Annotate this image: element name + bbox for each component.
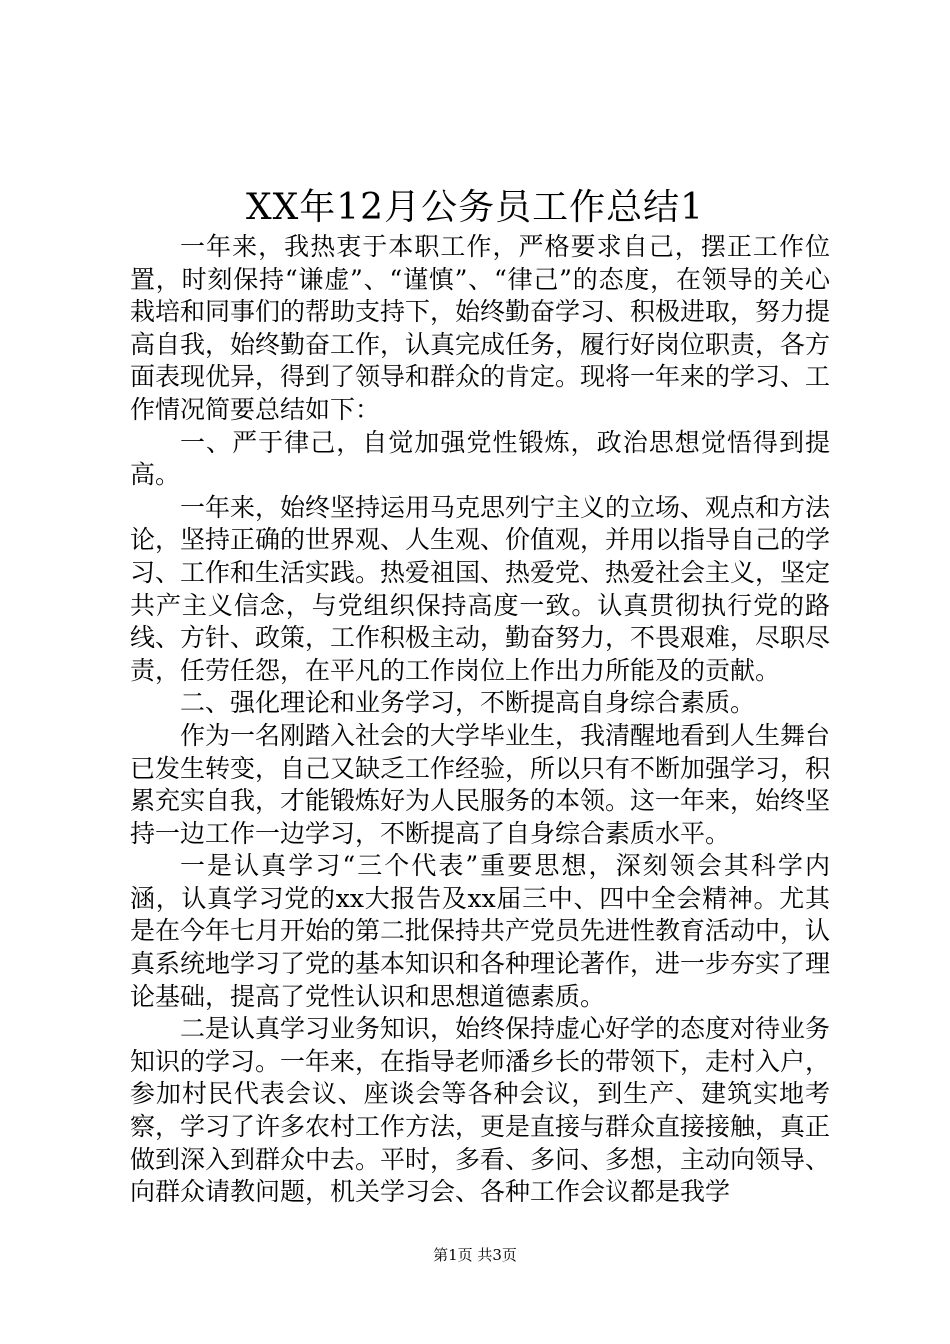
heading-section-1: 一、严于律己，自觉加强党性锻炼，政治思想觉悟得到提高。: [130, 427, 830, 490]
paragraph-business-study: 二是认真学习业务知识，始终保持虚心好学的态度对待业务知识的学习。一年来，在指导老师潘乡长的带领下，走村入户，参加村民代表会议、座谈会等各种会议，到生产、建筑实地考察，学习了许多农村工作方法，更是直接与群众直接接触，真正做到深入到群众中去。平时，多看、多问、多想，主动向领导、向群众请教问题，机关学习会、各种工作会议都是我学: [130, 1014, 831, 1207]
heading-section-2: 二、强化理论和业务学习，不断提高自身综合素质。: [180, 688, 756, 718]
page-number: 第1页: [433, 1246, 473, 1264]
page-total: 共3页: [477, 1246, 517, 1264]
paragraph-theory-study: 一是认真学习“三个代表”重要思想，深刻领会其科学内涵，认真学习党的xx大报告及xx届三中、四中全会精神。尤其是在今年七月开始的第二批保持共产党员先进性教育活动中，认真系统地学习了党的基本知识和各种理论著作，进一步夯实了理论基础，提高了党性认识和思想道德素质。: [130, 851, 831, 1011]
paragraph-political: 一年来，始终坚持运用马克思列宁主义的立场、观点和方法论，坚持正确的世界观、人生观、价值观，并用以指导自己的学习、工作和生活实践。热爱祖国、热爱党、热爱社会主义，坚定共产主义信念，与党组织保持高度一致。认真贯彻执行党的路线、方针、政策，工作积极主动，勤奋努力，不畏艰难，尽职尽责，任劳任怨，在平凡的工作岗位上作出力所能及的贡献。: [130, 492, 831, 685]
paragraph-learning: 作为一名刚踏入社会的大学毕业生，我清醒地看到人生舞台已发生转变，自己又缺乏工作经验，所以只有不断加强学习，积累充实自我，才能锻炼好为人民服务的本领。这一年来，始终坚持一边工作一边学习，不断提高了自身综合素质水平。: [130, 720, 831, 848]
document-title: XX年12月公务员工作总结1: [246, 187, 704, 228]
document-body: [130, 231, 830, 1209]
page-footer: [0, 1245, 950, 1265]
paragraph-intro: 一年来，我热衷于本职工作，严格要求自己，摆正工作位置，时刻保持“谦虚”、“谨慎”、“律己”的态度，在领导的关心栽培和同事们的帮助支持下，始终勤奋学习、积极进取，努力提高自我，始终勤奋工作，认真完成任务，履行好岗位职责，各方面表现优异，得到了领导和群众的肯定。现将一年来的学习、工作情况简要总结如下：: [130, 232, 831, 424]
